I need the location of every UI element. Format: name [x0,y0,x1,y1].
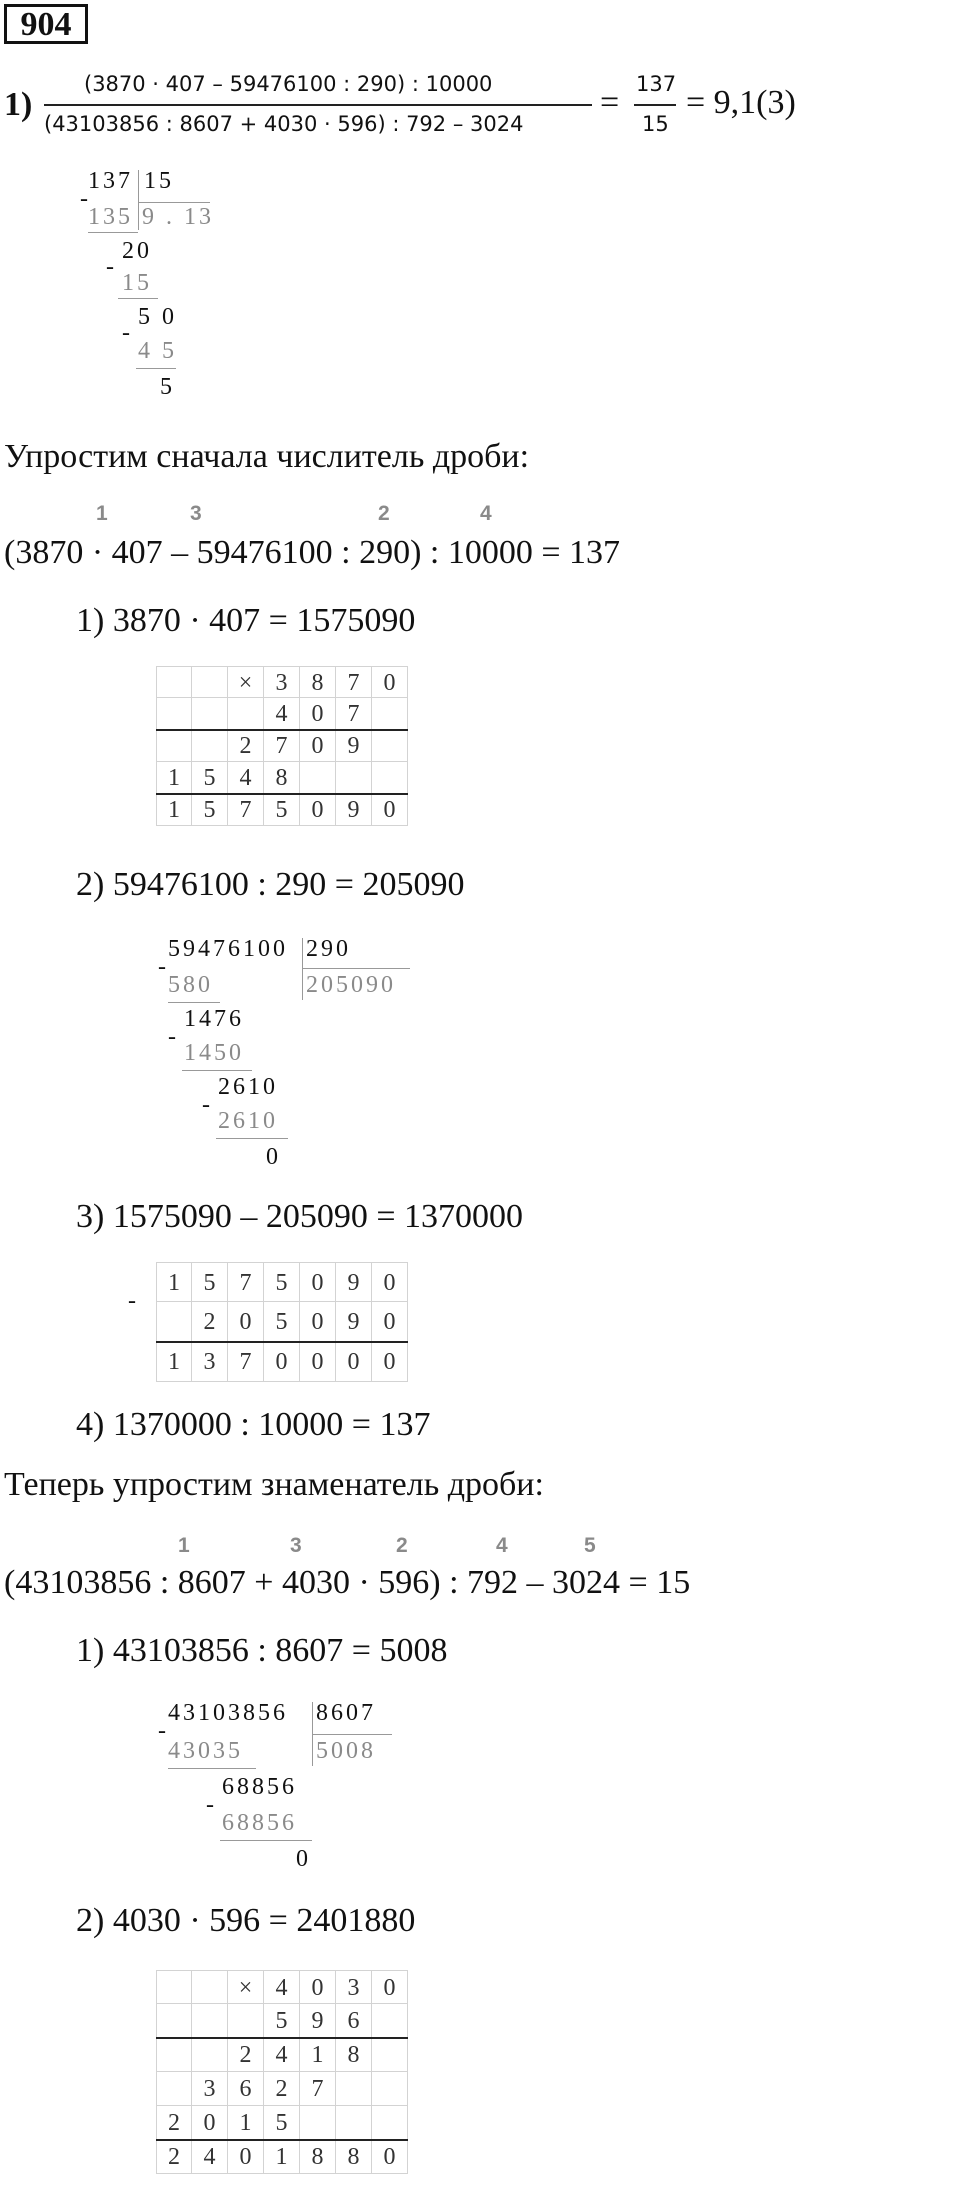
grid-cell: 5 [192,1262,228,1302]
div2-vertical-line [302,938,303,1000]
grid-cell: 7 [300,2072,336,2106]
den-order-mark-4: 4 [496,1534,508,1557]
grid-cell: 8 [264,762,300,794]
div2-s6: 0 [266,1144,281,1170]
grid-rule [156,2037,408,2039]
div3-divisor: 8607 [316,1700,376,1726]
grid-cell: 1 [156,794,192,826]
equals-sign: = [600,84,620,121]
result-numerator: 137 [636,72,677,96]
grid-cell [336,2072,372,2106]
div2-quotient-line [302,968,410,969]
grid-cell: 6 [228,2072,264,2106]
grid-cell [228,698,264,730]
grid-cell: 0 [372,1970,408,2004]
div-r4: 5 0 [138,304,177,330]
grid-cell [192,2038,228,2072]
grid-cell: 3 [192,1342,228,1382]
num-step-1: 1) 3870 · 407 = 1575090 [76,602,416,639]
den-order-mark-5: 5 [584,1534,596,1557]
grid-cell: 9 [336,794,372,826]
grid-cell: 9 [336,1262,372,1302]
grid-cell: 4 [264,2038,300,2072]
grid-cell: 1 [300,2038,336,2072]
grid-cell: 0 [372,666,408,698]
grid-cell: 0 [336,1342,372,1382]
grid-cell [300,762,336,794]
div-minus3: - [122,320,133,346]
den-order-mark-3: 3 [290,1534,302,1557]
grid-cell [192,2004,228,2038]
div3-sep1 [168,1768,256,1769]
div2-sep3 [216,1138,288,1139]
grid-cell [156,1970,192,2004]
div-r2: 20 [122,238,152,264]
grid-cell [156,730,192,762]
grid-cell: 3 [264,666,300,698]
grid-cell: 7 [264,730,300,762]
grid-cell: 5 [192,762,228,794]
grid-rule [156,2139,408,2141]
result-denominator: 15 [642,112,669,136]
div-dividend: 137 [88,168,133,194]
grid-cell: 5 [264,1262,300,1302]
div-quotient: 9 . 13 [142,204,214,230]
grid-cell: 4 [192,2140,228,2174]
div-minus: - [80,186,91,212]
div2-quotient: 205090 [306,972,396,998]
div2-sep2 [182,1070,252,1071]
order-mark-2: 2 [378,502,390,525]
div2-dividend: 59476100 [168,936,288,962]
grid-cell [336,2106,372,2140]
grid-cell: 2 [192,1302,228,1342]
div-r1: 135 [88,204,133,230]
grid-cell: 7 [228,1342,264,1382]
grid-cell: 0 [300,730,336,762]
den-step-1: 1) 43103856 : 8607 = 5008 [76,1632,448,1669]
grid-cell: 4 [264,698,300,730]
grid-cell: 0 [300,1302,336,1342]
num-step-4: 4) 1370000 : 10000 = 137 [76,1406,431,1443]
div2-s4: 2610 [218,1074,278,1100]
main-denominator: (43103856 : 8607 + 4030 · 596) : 792 – 3024 [44,112,524,136]
div-r3: 15 [122,270,152,296]
subtraction-minus: - [128,1288,136,1314]
grid-cell: 4 [264,1970,300,2004]
grid-cell: 0 [372,794,408,826]
grid-cell: 5 [264,794,300,826]
grid-cell: 0 [300,1970,336,2004]
grid-rule [156,1341,408,1343]
div2-minus1: - [158,954,169,980]
grid-cell: 1 [156,1342,192,1382]
order-mark-3: 3 [190,502,202,525]
problem-number [4,4,88,44]
grid-cell: 0 [300,1262,336,1302]
grid-cell: 5 [264,2106,300,2140]
periodic-result: = 9,1(3) [686,84,796,121]
grid-cell: 8 [336,2140,372,2174]
div2-s3: 1450 [184,1040,244,1066]
grid-cell [156,2004,192,2038]
grid-cell: 5 [264,1302,300,1342]
div3-s3: 68856 [222,1810,297,1836]
div3-s2: 68856 [222,1774,297,1800]
div3-sep2 [220,1840,312,1841]
grid-cell [372,730,408,762]
grid-cell: 5 [264,2004,300,2038]
grid-cell [192,1970,228,2004]
grid-cell: 9 [336,730,372,762]
main-numerator: (3870 · 407 – 59476100 : 290) : 10000 [84,72,493,96]
grid-cell: 2 [156,2140,192,2174]
div-r6: 5 [160,374,175,400]
grid-cell: × [228,666,264,698]
div3-minus1: - [158,1718,169,1744]
grid-cell: × [228,1970,264,2004]
div-sep1 [88,232,138,233]
div-minus2: - [106,254,117,280]
grid-cell: 9 [300,2004,336,2038]
grid-cell: 0 [228,2140,264,2174]
part-label: 1) [4,86,33,123]
grid-cell: 2 [156,2106,192,2140]
grid-cell: 0 [300,794,336,826]
grid-cell [372,2038,408,2072]
grid-cell: 8 [300,666,336,698]
grid-cell: 5 [192,794,228,826]
grid-cell: 7 [228,1262,264,1302]
grid-cell: 0 [372,1262,408,1302]
result-fraction-bar [634,104,676,106]
grid-cell: 4 [228,762,264,794]
grid-cell [192,666,228,698]
div3-s1: 43035 [168,1738,243,1764]
grid-cell [372,2072,408,2106]
grid-cell [336,762,372,794]
grid-cell [156,2038,192,2072]
order-mark-4: 4 [480,502,492,525]
grid-cell: 9 [336,1302,372,1342]
div2-minus2: - [168,1024,179,1050]
grid-cell: 3 [192,2072,228,2106]
grid-cell: 3 [336,1970,372,2004]
numerator-heading: Упростим сначала числитель дроби: [4,438,530,475]
div3-minus2: - [206,1792,217,1818]
grid-rule [156,729,408,731]
grid-cell: 1 [228,2106,264,2140]
grid-cell: 1 [264,2140,300,2174]
grid-cell [300,2106,336,2140]
grid-cell [192,730,228,762]
grid-cell: 8 [336,2038,372,2072]
div2-divisor: 290 [306,936,351,962]
div2-s1: 580 [168,972,213,998]
div3-s4: 0 [296,1846,311,1872]
grid-cell [192,698,228,730]
grid-cell [372,2004,408,2038]
div3-quotient: 5008 [316,1738,376,1764]
den-order-mark-2: 2 [396,1534,408,1557]
div-sep3 [136,368,176,369]
grid-cell [372,698,408,730]
div-sep2 [118,298,158,299]
grid-cell: 0 [372,2140,408,2174]
grid-cell: 0 [372,1342,408,1382]
div3-dividend: 43103856 [168,1700,288,1726]
grid-cell: 2 [228,730,264,762]
grid-cell: 1 [156,1262,192,1302]
div2-s5: 2610 [218,1108,278,1134]
div2-sep1 [168,1002,220,1003]
den-step-2: 2) 4030 · 596 = 2401880 [76,1902,416,1939]
numerator-expression: (3870 · 407 – 59476100 : 290) : 10000 = 137 [4,534,621,571]
grid-cell: 2 [228,2038,264,2072]
grid-cell [156,1302,192,1342]
div-divisor: 15 [144,168,174,194]
grid-cell: 0 [192,2106,228,2140]
grid-cell: 7 [336,698,372,730]
grid-cell: 0 [300,698,336,730]
grid-cell: 0 [264,1342,300,1382]
grid-cell [372,2106,408,2140]
grid-cell: 7 [228,794,264,826]
grid-cell [228,2004,264,2038]
grid-cell [372,762,408,794]
grid-cell [156,666,192,698]
num-step-2: 2) 59476100 : 290 = 205090 [76,866,465,903]
div-quotient-line [138,202,210,203]
grid-cell: 0 [228,1302,264,1342]
grid-cell: 1 [156,762,192,794]
grid-cell: 0 [372,1302,408,1342]
problem-number-text: 904 [20,6,72,43]
div2-s2: 1476 [184,1006,244,1032]
denominator-expression: (43103856 : 8607 + 4030 · 596) : 792 – 3024 = 15 [4,1564,691,1601]
grid-cell: 6 [336,2004,372,2038]
denominator-heading: Теперь упростим знаменатель дроби: [4,1466,544,1503]
grid-cell [156,2072,192,2106]
grid-cell [156,698,192,730]
div3-quotient-line [312,1734,392,1735]
num-step-3: 3) 1575090 – 205090 = 1370000 [76,1198,523,1235]
div-divisor-line [138,170,139,200]
div-r5: 4 5 [138,338,177,364]
grid-cell: 8 [300,2140,336,2174]
main-fraction-bar [44,104,592,106]
div2-minus3: - [202,1092,213,1118]
order-mark-1: 1 [96,502,108,525]
grid-rule [156,793,408,795]
den-order-mark-1: 1 [178,1534,190,1557]
grid-cell: 2 [264,2072,300,2106]
grid-cell: 7 [336,666,372,698]
grid-cell: 0 [300,1342,336,1382]
